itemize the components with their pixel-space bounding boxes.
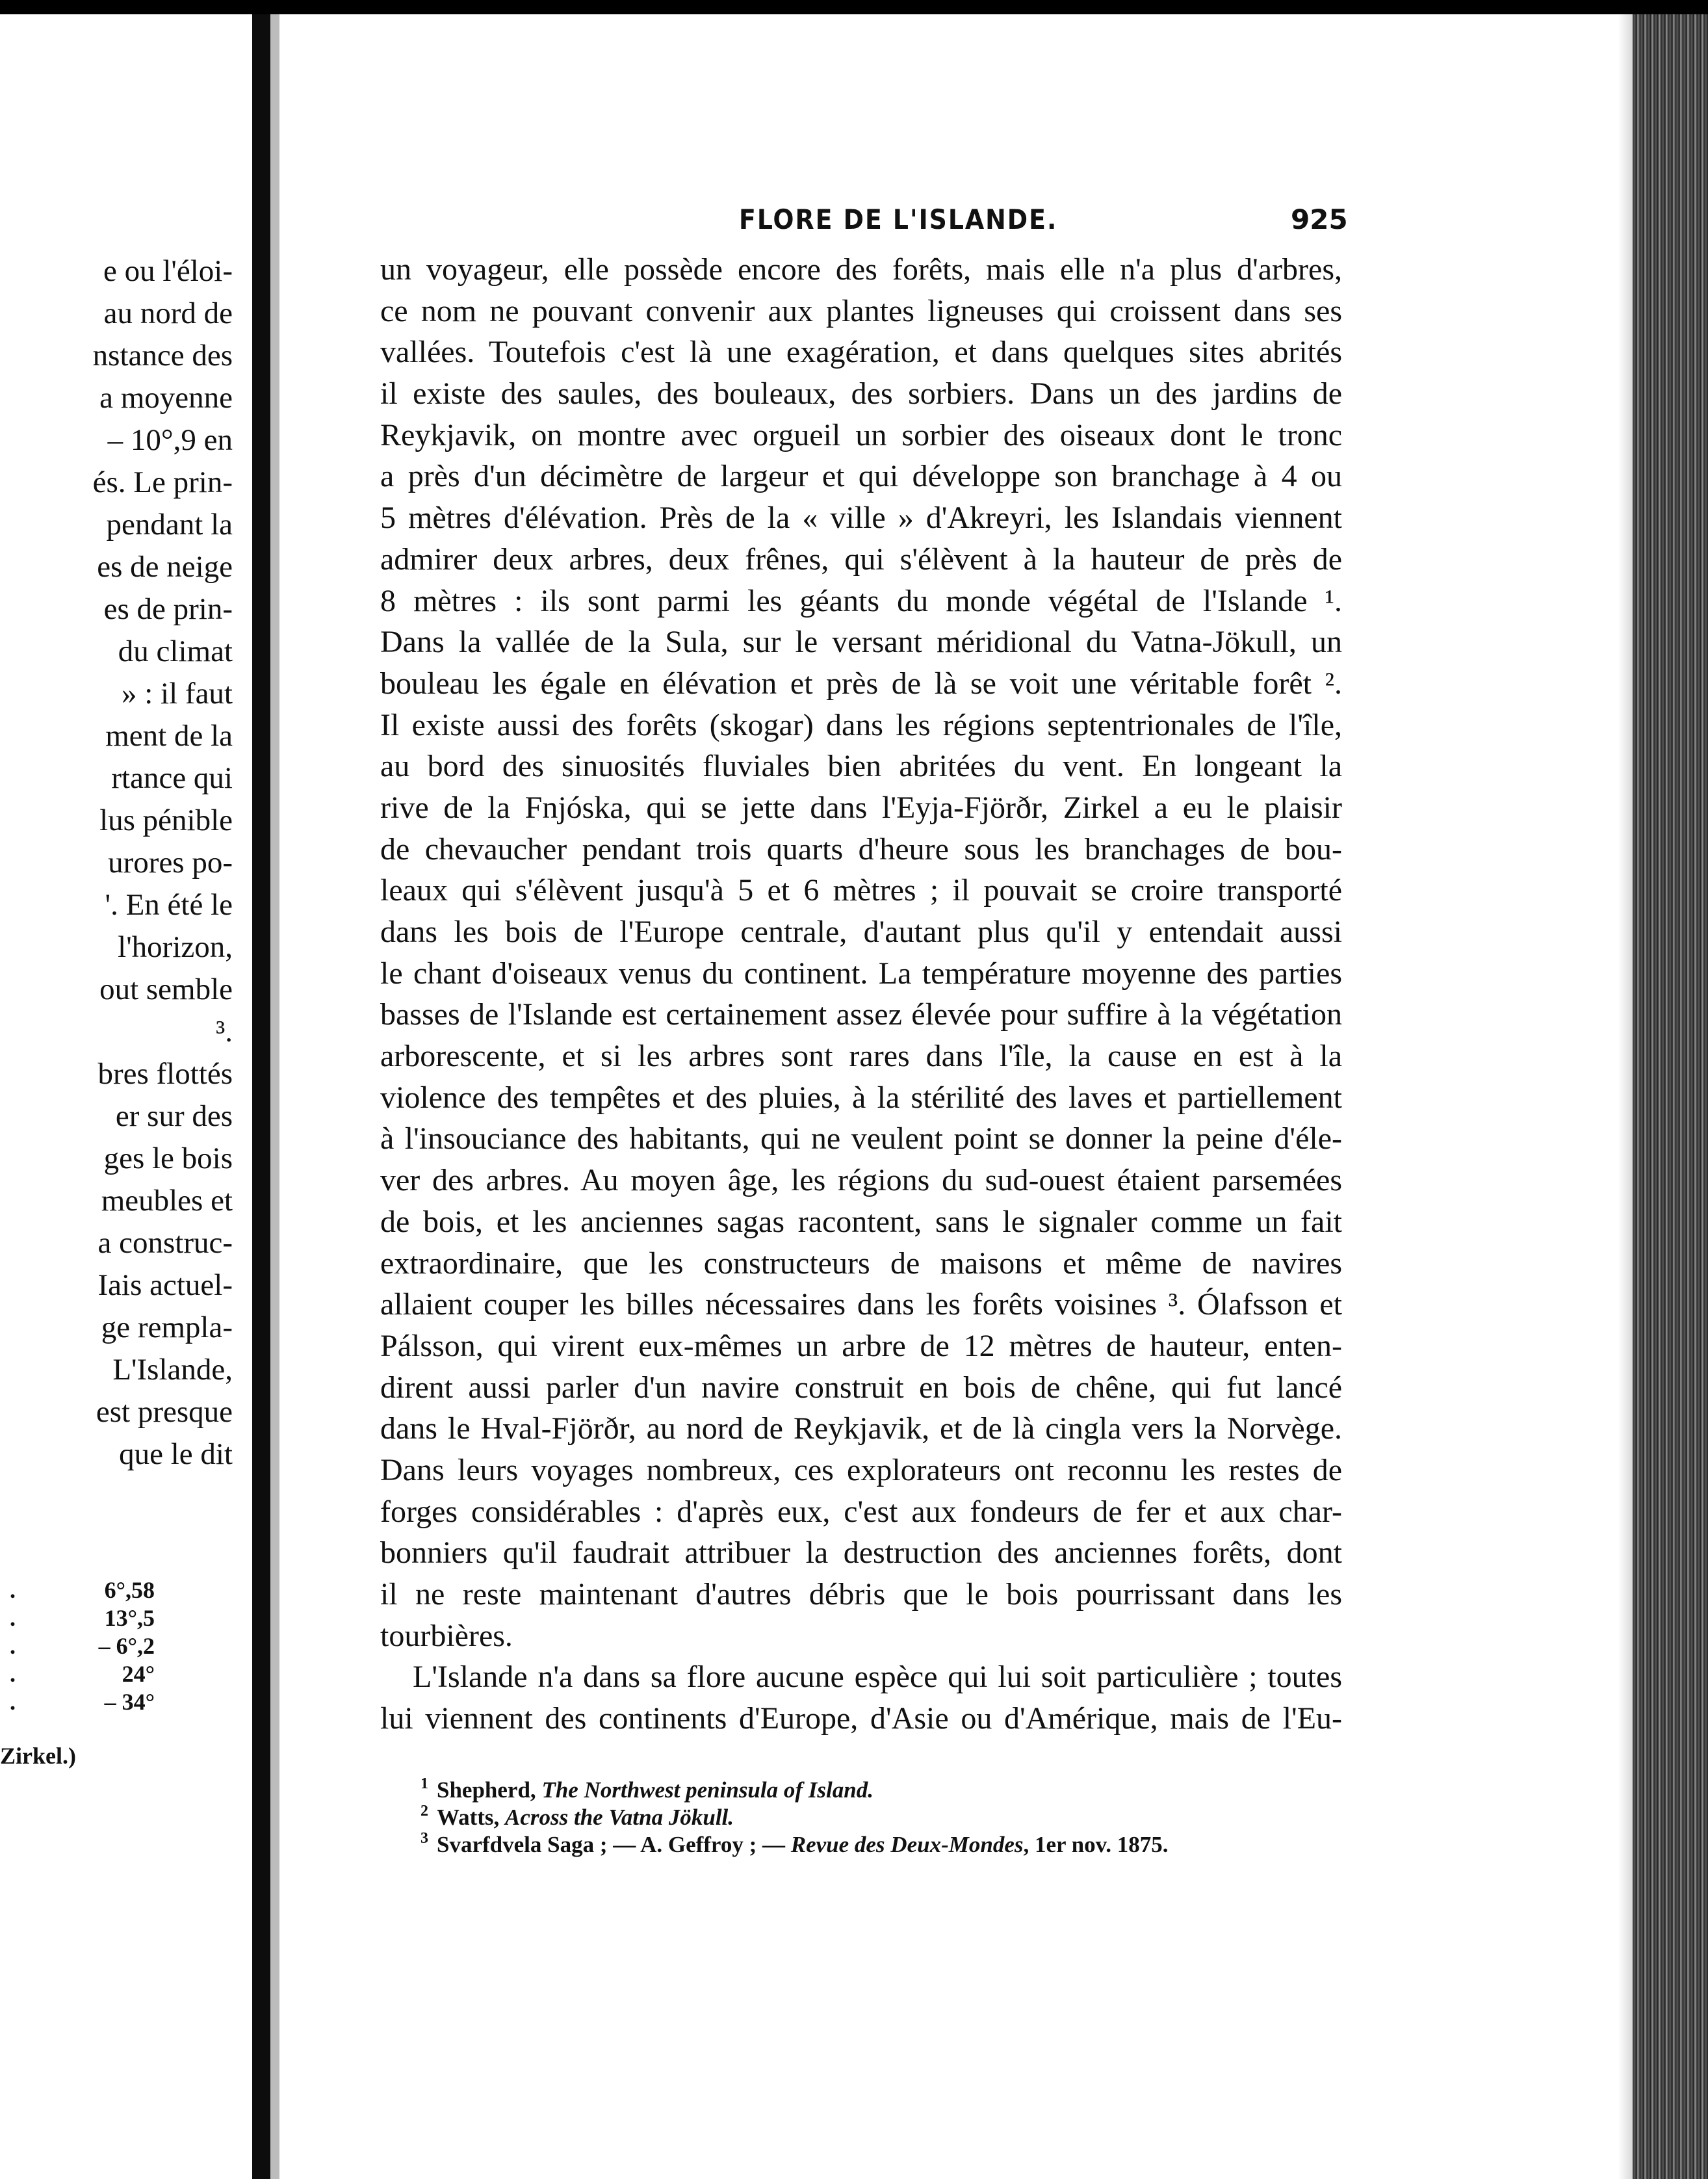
table-row (0, 1576, 252, 1604)
footnote-title: Revue des Deux-Mondes (790, 1832, 1024, 1857)
book-gutter-edge (270, 14, 279, 2179)
left-line: ges le bois (103, 1142, 233, 1175)
left-temperature-table (0, 1576, 252, 1716)
footnote-mark: 3 (421, 1830, 428, 1847)
footnote-title: Across the Vatna Jökull. (505, 1805, 734, 1830)
footnotes (380, 1777, 1342, 1859)
left-line: meubles et (101, 1184, 233, 1218)
scan-top-border (0, 0, 1708, 14)
text-line: le chant d'oiseaux venus du continent. La température moyenne des parties (380, 956, 1342, 991)
left-line: l'horizon, (118, 930, 233, 964)
left-line: du climat (118, 634, 233, 668)
text-line: bonniers qu'il faudrait attribuer la destruction des anciennes forêts, dont (380, 1535, 1342, 1571)
text-line: ver des arbres. Au moyen âge, les régions du sud-ouest étaient parsemées (380, 1163, 1342, 1198)
text-line: Il existe aussi des forêts (skogar) dans les régions septentrionales de l'île, (380, 707, 1342, 742)
text-line: dirent aussi parler d'un navire construit en bois de chêne, qui fut lancé (380, 1370, 1342, 1405)
left-line: out semble (99, 972, 233, 1006)
text-line: de chevaucher pendant trois quarts d'heure sous les branchages de bou- (380, 831, 1342, 867)
text-line: forges considérables : d'après eux, c'est aux fondeurs de fer et aux char- (380, 1494, 1342, 1529)
table-value: 13°,5 (104, 1605, 155, 1631)
text-line: Reykjavik, on montre avec orgueil un sorbier des oiseaux dont le tronc (380, 417, 1342, 452)
left-line: és. Le prin- (92, 465, 233, 499)
footnote-author: Shepherd, (437, 1777, 542, 1803)
left-source-note: Zirkel.) (0, 1743, 76, 1769)
text-line: 5 mètres d'élévation. Près de la « ville » d'Akreyri, les Islandais viennent (380, 501, 1342, 536)
text-line: dans les bois de l'Europe centrale, d'autant plus qu'il y entendait aussi (380, 915, 1342, 949)
leader-dot: . (10, 1577, 16, 1603)
text-line: tourbières. (380, 1618, 513, 1653)
text-line: au bord des sinuosités fluviales bien abritées du vent. En longeant la (380, 749, 1342, 784)
text-line: Dans la vallée de la Sula, sur le versant méridional du Vatna-Jökull, un (380, 625, 1342, 660)
table-value: 6°,58 (104, 1577, 155, 1603)
text-line: leaux qui s'élèvent jusqu'à 5 et 6 mètres ; il pouvait se croire transporté (380, 873, 1342, 908)
left-line: e ou l'éloi- (103, 254, 233, 288)
leader-dot: . (10, 1661, 16, 1687)
text-line: 8 mètres : ils sont parmi les géants du monde végétal de l'Islande ¹. (380, 583, 1342, 618)
text-line: extraordinaire, que les constructeurs de maisons et même de navires (380, 1246, 1342, 1281)
left-line: urores po- (108, 846, 233, 880)
table-value: 24° (122, 1661, 155, 1687)
table-value: – 34° (104, 1689, 155, 1715)
text-line: a près d'un décimètre de largeur et qui développe son branchage à 4 ou (380, 459, 1342, 494)
table-row (0, 1604, 252, 1632)
left-line: '. En été le (105, 888, 233, 922)
left-page-text (0, 250, 252, 1476)
left-line: L'Islande, (112, 1353, 233, 1387)
text-line: arborescente, et si les arbres sont rares dans l'île, la cause en est à la (380, 1039, 1342, 1074)
left-line: nstance des (92, 339, 233, 372)
left-line: es de prin- (103, 592, 233, 626)
table-row (0, 1688, 252, 1716)
text-line: ce nom ne pouvant convenir aux plantes ligneuses qui croissent dans ses (380, 293, 1342, 328)
footnote-mark: 2 (421, 1803, 428, 1820)
footnote (380, 1777, 1342, 1804)
text-line: violence des tempêtes et des pluies, à la stérilité des laves et partiellement (380, 1080, 1342, 1115)
text-line: il ne reste maintenant d'autres débris que le bois pourrissant dans les (380, 1577, 1342, 1611)
left-line: bres flottés (97, 1057, 233, 1091)
page-stack-edge (1633, 14, 1708, 2179)
footnote-author: Watts, (437, 1805, 505, 1830)
text-line: Pálsson, qui virent eux-mêmes un arbre de 12 mètres de hauteur, enten- (380, 1328, 1342, 1363)
left-line: Iais actuel- (97, 1268, 233, 1302)
left-line: er sur des (115, 1099, 233, 1133)
text-line: bouleau les égale en élévation et près de là se voit une véritable forêt ². (380, 666, 1342, 701)
footnote (380, 1804, 1342, 1831)
text-line: il existe des saules, des bouleaux, des sorbiers. Dans un des jardins de (380, 376, 1342, 411)
left-line: pendant la (106, 508, 233, 541)
table-row (0, 1660, 252, 1688)
footnote-rest: , 1er nov. 1875. (1023, 1832, 1169, 1857)
text-line: admirer deux arbres, deux frênes, qui s'élèvent à la hauteur de près de (380, 541, 1342, 577)
left-line: » : il faut (122, 677, 233, 711)
footnote-mark: 1 (421, 1775, 428, 1792)
left-line: a moyenne (99, 381, 233, 415)
left-line: est presque (96, 1395, 233, 1429)
text-line: à l'insouciance des habitants, qui ne veulent point se donner la peine d'éle- (380, 1121, 1342, 1156)
left-line: que le dit (119, 1437, 233, 1471)
left-line: ment de la (105, 719, 233, 753)
leader-dot: . (10, 1605, 16, 1631)
text-line: lui viennent des continents d'Europe, d'Asie ou d'Amérique, mais de l'Eu- (380, 1701, 1342, 1736)
book-gutter-shadow (252, 14, 270, 2179)
page-number: 925 (1291, 203, 1348, 235)
left-line: ³. (216, 1015, 233, 1049)
page-edge-shade (1618, 14, 1633, 2179)
left-line: a construc- (97, 1226, 233, 1260)
body-text (380, 249, 1342, 1740)
footnote (380, 1831, 1342, 1859)
footnote-author: Svarfdvela Saga ; — A. Geffroy ; — (437, 1832, 791, 1857)
text-line: vallées. Toutefois c'est là une exagération, et dans quelques sites abrités (380, 335, 1342, 370)
text-line: basses de l'Islande est certainement assez élevée pour suffire à la végétation (380, 997, 1342, 1032)
text-line: allaient couper les billes nécessaires dans les forêts voisines ³. Ólafsson et (380, 1287, 1342, 1322)
left-line: – 10°,9 en (107, 423, 233, 457)
left-line: ge rempla- (101, 1311, 233, 1344)
left-line: au nord de (103, 296, 233, 330)
text-line: dans le Hval-Fjörðr, au nord de Reykjavik, et de là cingla vers la Norvège. (380, 1411, 1342, 1446)
text-line: un voyageur, elle possède encore des forêts, mais elle n'a plus d'arbres, (380, 252, 1342, 287)
table-value: – 6°,2 (98, 1633, 155, 1659)
text-line: L'Islande n'a dans sa flore aucune espèce qui lui soit particulière ; toutes (413, 1660, 1342, 1695)
text-line: rive de la Fnjóska, qui se jette dans l'Eyja-Fjörðr, Zirkel a eu le plaisir (380, 790, 1342, 825)
left-line: rtance qui (111, 761, 233, 795)
leader-dot: . (10, 1633, 16, 1659)
running-head: FLORE DE L'ISLANDE. (739, 203, 1058, 235)
left-line: lus pénible (99, 803, 233, 837)
text-line: Dans leurs voyages nombreux, ces explorateurs ont reconnu les restes de (380, 1452, 1342, 1487)
table-row (0, 1632, 252, 1660)
text-line: de bois, et les anciennes sagas racontent, sans le signaler comme un fait (380, 1204, 1342, 1239)
left-line: es de neige (97, 550, 233, 584)
leader-dot: . (10, 1689, 16, 1715)
footnote-title: The Northwest peninsula of Island. (541, 1777, 873, 1803)
